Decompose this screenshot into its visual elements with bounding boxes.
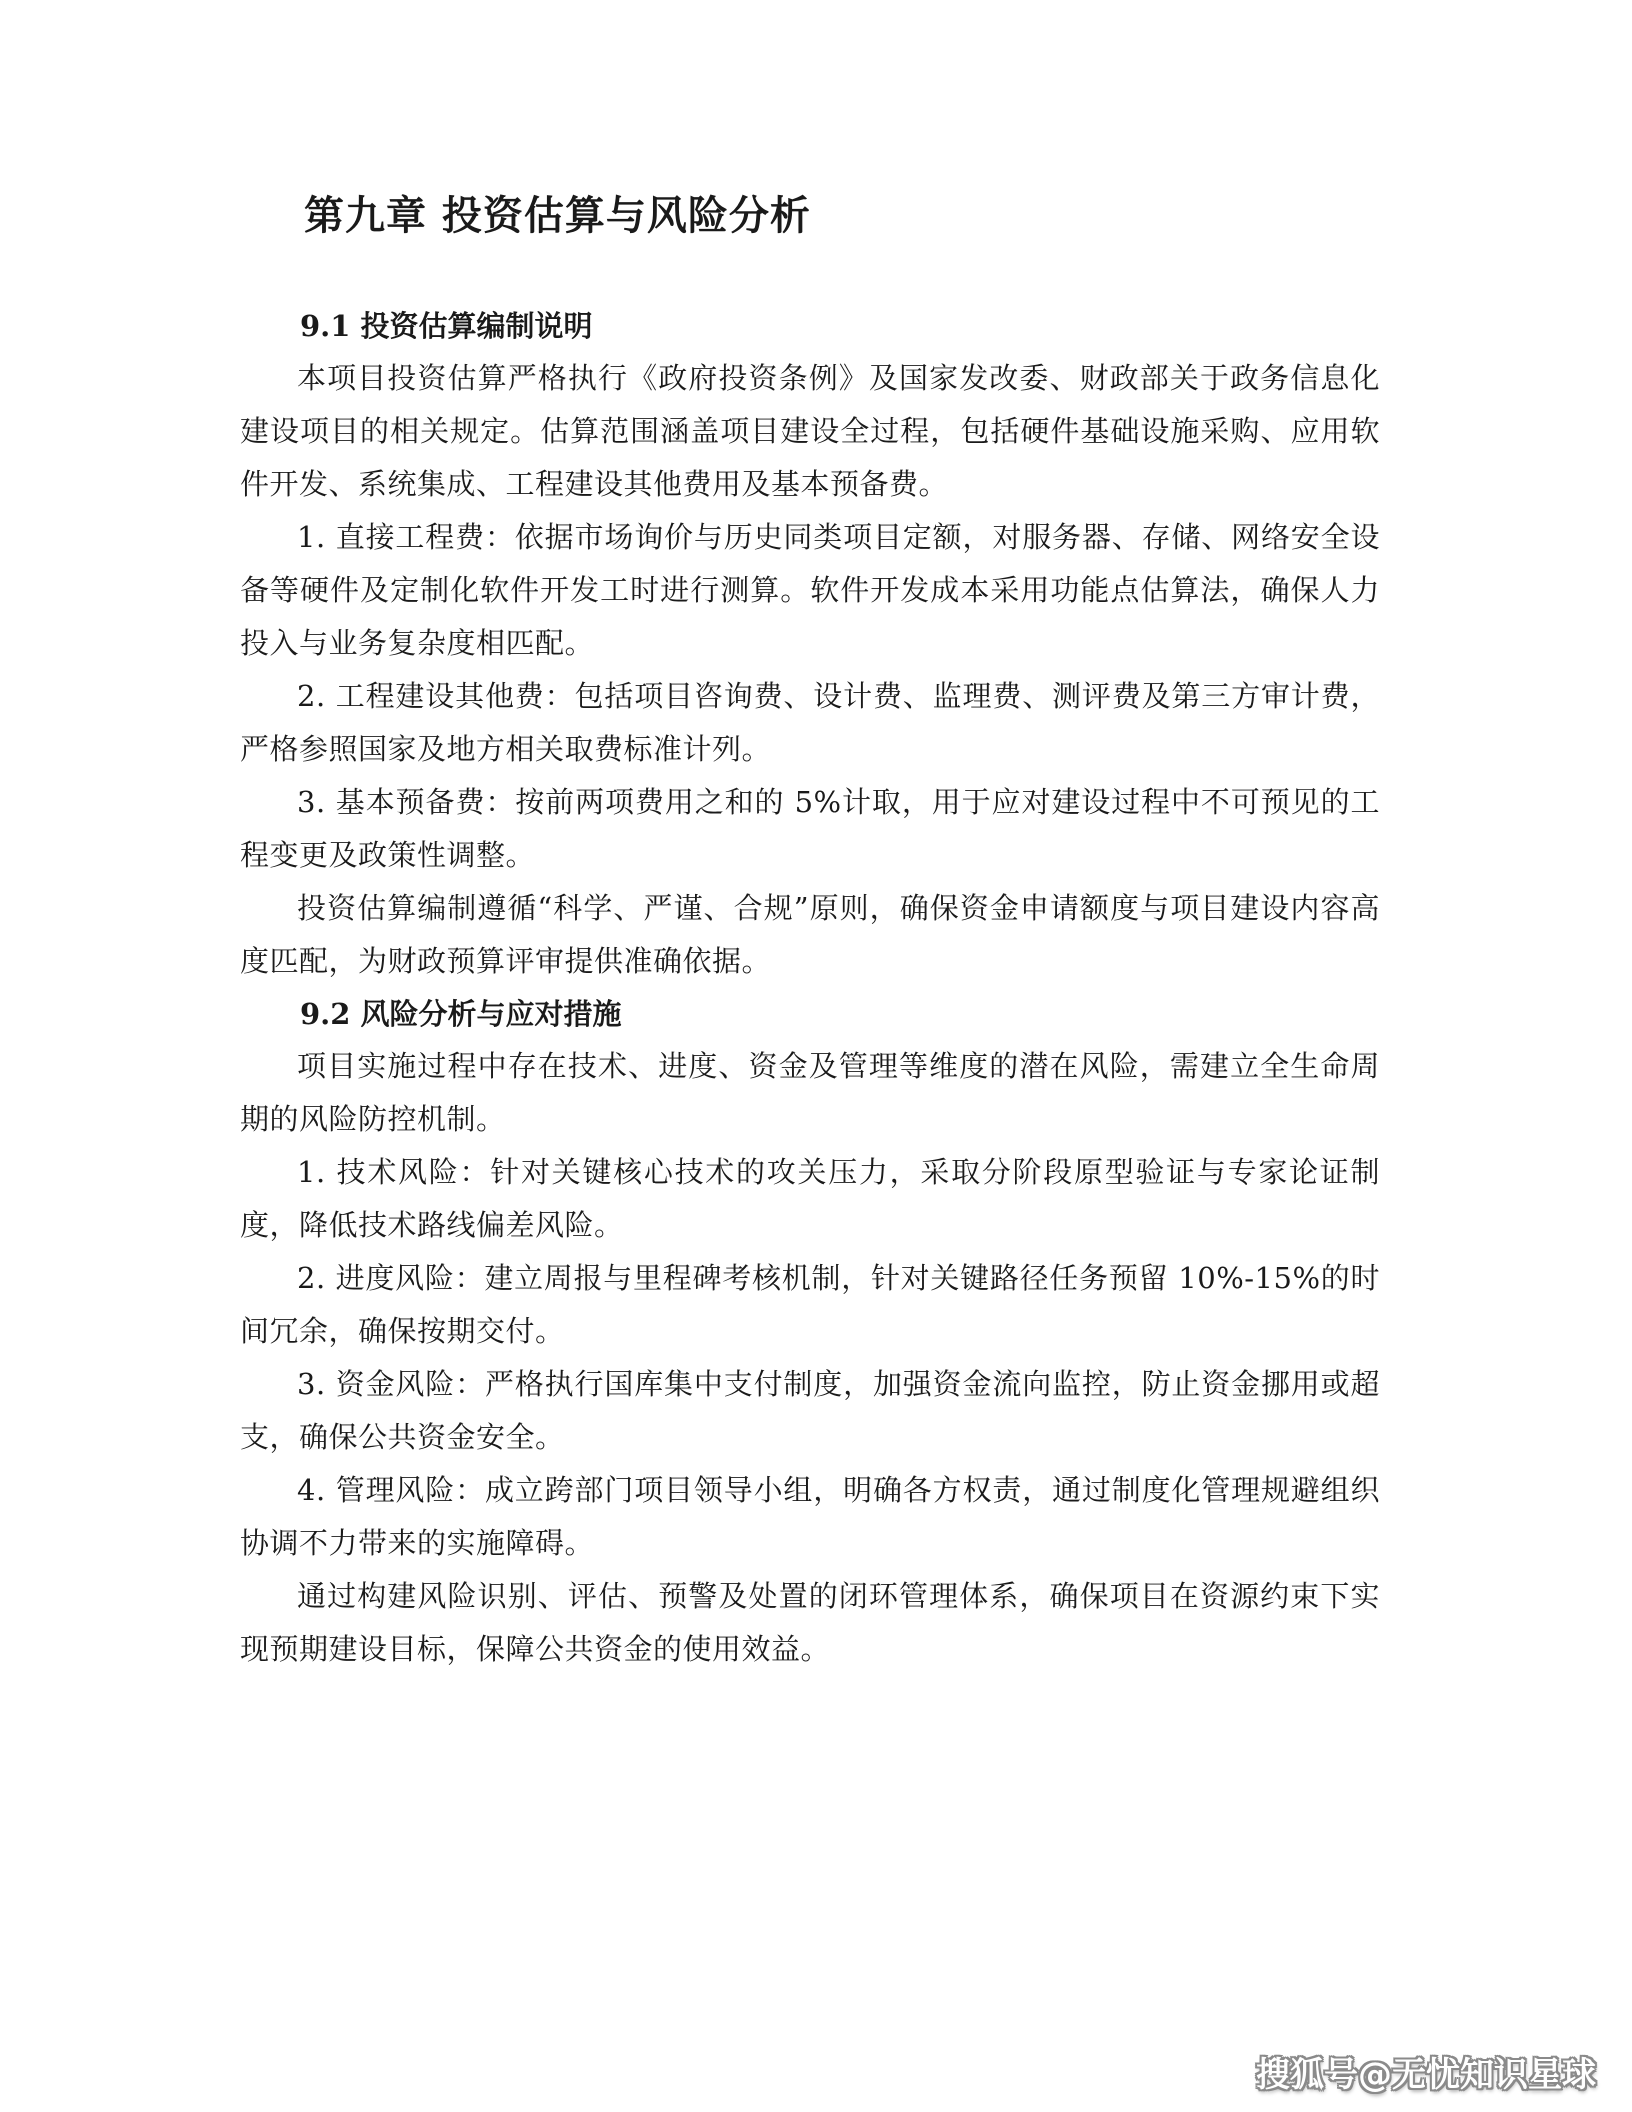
section-heading: 9.2 风险分析与应对措施 — [300, 997, 622, 1031]
paragraph: 本项目投资估算严格执行《政府投资条例》及国家发改委、财政部关于政务信息化建设项目的相关规定。估算范围涵盖项目建设全过程，包括硬件基础设施采购、应用软件开发、系统集成、工程建设其他费用及基本预备费。 — [240, 361, 1380, 501]
paragraph: 通过构建风险识别、评估、预警及处置的闭环管理体系，确保项目在资源约束下实现预期建设目标，保障公共资金的使用效益。 — [240, 1579, 1380, 1666]
watermark: 搜狐号@无忧知识星球 — [1256, 2055, 1596, 2095]
paragraph: 2. 进度风险：建立周报与里程碑考核机制，针对关键路径任务预留 10%-15%的时间冗余，确保按期交付。 — [240, 1261, 1380, 1348]
paragraph: 2. 工程建设其他费：包括项目咨询费、设计费、监理费、测评费及第三方审计费，严格参照国家及地方相关取费标准计列。 — [240, 679, 1380, 766]
paragraph: 4. 管理风险：成立跨部门项目领导小组，明确各方权责，通过制度化管理规避组织协调不力带来的实施障碍。 — [240, 1473, 1380, 1560]
document-body — [240, 300, 1380, 1676]
section-investment-estimate — [240, 300, 1380, 988]
chapter-title: 第九章 投资估算与风险分析 — [304, 193, 811, 239]
paragraph: 3. 基本预备费：按前两项费用之和的 5%计取，用于应对建设过程中不可预见的工程变更及政策性调整。 — [240, 785, 1380, 872]
paragraph: 项目实施过程中存在技术、进度、资金及管理等维度的潜在风险，需建立全生命周期的风险防控机制。 — [240, 1049, 1380, 1136]
paragraph: 1. 直接工程费：依据市场询价与历史同类项目定额，对服务器、存储、网络安全设备等硬件及定制化软件开发工时进行测算。软件开发成本采用功能点估算法，确保人力投入与业务复杂度相匹配。 — [240, 520, 1380, 660]
section-heading: 9.1 投资估算编制说明 — [300, 309, 593, 343]
paragraph: 投资估算编制遵循“科学、严谨、合规”原则，确保资金申请额度与项目建设内容高度匹配，为财政预算评审提供准确依据。 — [240, 891, 1380, 978]
section-risk-analysis — [240, 988, 1380, 1676]
paragraph: 1. 技术风险：针对关键核心技术的攻关压力，采取分阶段原型验证与专家论证制度，降低技术路线偏差风险。 — [240, 1155, 1380, 1242]
paragraph: 3. 资金风险：严格执行国库集中支付制度，加强资金流向监控，防止资金挪用或超支，确保公共资金安全。 — [240, 1367, 1380, 1454]
